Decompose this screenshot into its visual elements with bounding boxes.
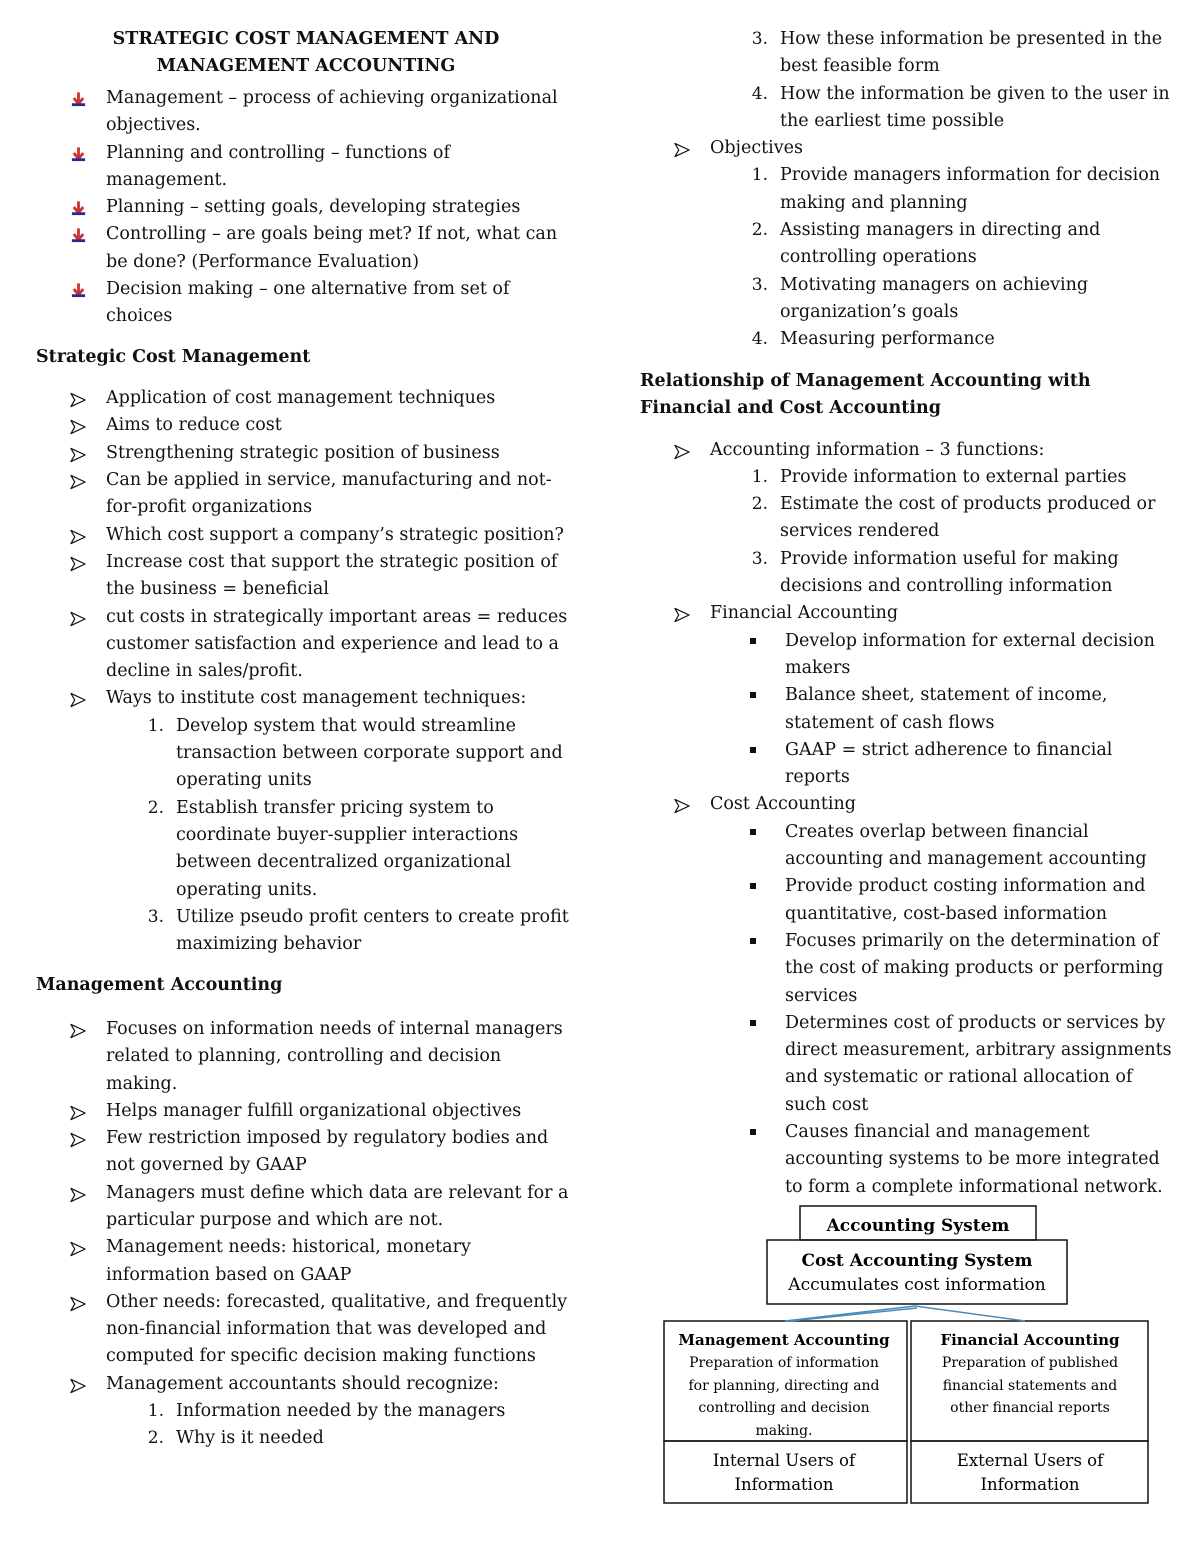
fin-box-desc-line: Preparation of published xyxy=(941,1355,1119,1371)
list-item-text: Determines cost of products or services by direct measurement, arbitrary assignments and systematic or rational allocation of such cost xyxy=(785,1012,1172,1115)
list-item-text: Application of cost management techniques xyxy=(106,388,496,409)
list-item-text: Develop information for external decision makers xyxy=(785,630,1155,678)
cost-system-title: Cost Accounting System xyxy=(801,1251,1033,1271)
list-item-text: Focuses on information needs of internal managers related to planning, controlling and decision making. xyxy=(106,1018,563,1094)
mgmt-box-desc-line: making. xyxy=(755,1423,813,1439)
list-item-text: Measuring performance xyxy=(780,329,995,350)
list-item-text: cut costs in strategically important areas = reduces customer satisfaction and experience and lead to a decline in sales/profit. xyxy=(106,606,568,682)
list-item-text: Can be applied in service, manufacturing and not-for-profit organizations xyxy=(106,470,552,518)
list-item-text: Accounting information – 3 functions: xyxy=(710,439,1045,460)
list-item-text: Other needs: forecasted, qualitative, and frequently non-financial information that was developed and computed for specific decision making functions xyxy=(106,1291,568,1367)
list-item-text: Motivating managers on achieving organization’s goals xyxy=(780,274,1089,322)
list-item-text: Planning and controlling – functions of management. xyxy=(106,142,450,190)
list-item-text: Aims to reduce cost xyxy=(106,415,282,436)
list-item-text: Management needs: historical, monetary information based on GAAP xyxy=(106,1237,471,1285)
list-item-text: Cost Accounting xyxy=(710,794,856,815)
list-item-text: Causes financial and management accounting systems to be more integrated to form a complete informational network. xyxy=(785,1121,1163,1197)
list-item-text: Ways to institute cost management techniques: xyxy=(106,688,527,709)
list-item-text: Strengthening strategic position of business xyxy=(106,442,500,463)
mgmt-box-desc-line: for planning, directing and xyxy=(688,1378,880,1394)
list-number: 2. xyxy=(147,797,164,818)
list-item-text: Provide product costing information and quantitative, cost-based information xyxy=(785,876,1146,924)
list-number: 3. xyxy=(751,548,768,569)
list-item-text: Balance sheet, statement of income, statement of cash flows xyxy=(785,685,1108,733)
fin-box-desc-line: financial statements and xyxy=(942,1378,1118,1394)
list-item-text: How these information be presented in the best feasible form xyxy=(780,29,1163,77)
list-item-text: Which cost support a company’s strategic position? xyxy=(106,524,564,545)
document-title: STRATEGIC COST MANAGEMENT AND MANAGEMENT ACCOUNTING xyxy=(112,29,500,76)
list-item-text: Information needed by the managers xyxy=(176,1401,506,1422)
mgmt-box-desc-line: Preparation of information xyxy=(689,1355,879,1371)
list-item-text: Provide information useful for making decisions and controlling information xyxy=(780,548,1119,597)
list-item-text: Management – process of achieving organizational objectives. xyxy=(106,88,558,136)
external-users-line: External Users of xyxy=(956,1451,1104,1470)
list-number: 1. xyxy=(147,1401,164,1422)
list-number: 1. xyxy=(751,466,768,487)
list-number: 4. xyxy=(751,329,768,350)
list-number: 2. xyxy=(751,220,768,241)
fin-box-desc-line: other financial reports xyxy=(950,1400,1110,1416)
list-number: 2. xyxy=(147,1428,164,1449)
section-heading-management: Management Accounting xyxy=(36,975,283,996)
list-number: 3. xyxy=(147,906,164,927)
list-item-text: Creates overlap between financial accounting and management accounting xyxy=(785,821,1147,870)
internal-users-line: Information xyxy=(734,1475,834,1494)
fin-box-title: Financial Accounting xyxy=(940,1331,1120,1349)
list-number: 3. xyxy=(751,29,768,49)
list-item-text: Assisting managers in directing and controlling operations xyxy=(780,220,1101,268)
list-item-text: Helps manager fulfill organizational objectives xyxy=(106,1100,522,1121)
list-item-text: Why is it needed xyxy=(176,1428,324,1449)
list-item-text: Increase cost that support the strategic position of the business = beneficial xyxy=(106,551,558,600)
connector-lines xyxy=(785,1306,1025,1321)
list-item-text: Provide information to external parties xyxy=(780,466,1127,487)
list-item-text: Establish transfer pricing system to coordinate buyer-supplier interactions between decentralized organizational operating units. xyxy=(176,797,519,900)
list-item-text: Estimate the cost of products produced or services rendered xyxy=(780,494,1156,542)
mgmt-box-desc-line: controlling and decision xyxy=(698,1400,870,1416)
list-item-text: Develop system that would streamline transaction between corporate support and operating units xyxy=(176,715,563,791)
list-number: 1. xyxy=(147,715,164,736)
external-users-line: Information xyxy=(980,1475,1080,1494)
mgmt-box-title: Management Accounting xyxy=(678,1331,890,1349)
list-item-text: Controlling – are goals being met? If not, what can be done? (Performance Evaluation) xyxy=(106,224,558,272)
list-item-text: Few restriction imposed by regulatory bodies and not governed by GAAP xyxy=(106,1128,549,1176)
list-number: 1. xyxy=(751,165,768,186)
list-item-text: Utilize pseudo profit centers to create profit maximizing behavior xyxy=(176,906,569,955)
list-item-text: Managers must define which data are relevant for a particular purpose and which are not. xyxy=(106,1182,569,1230)
list-item-text: Planning – setting goals, developing strategies xyxy=(106,197,521,218)
list-item-text: Decision making – one alternative from set of choices xyxy=(106,279,510,327)
list-item-text: How the information be given to the user in the earliest time possible xyxy=(780,83,1170,131)
section-heading-strategic: Strategic Cost Management xyxy=(36,346,311,367)
list-number: 3. xyxy=(751,274,768,295)
internal-users-line: Internal Users of xyxy=(712,1451,856,1470)
accounting-system-label: Accounting System xyxy=(826,1216,1010,1236)
list-item-text: Financial Accounting xyxy=(710,603,899,624)
section-heading-relationship: Relationship of Management Accounting with Financial and Cost Accounting xyxy=(640,370,1091,419)
list-number: 2. xyxy=(751,494,768,515)
cost-system-subtitle: Accumulates cost information xyxy=(788,1275,1046,1295)
list-item-text: Focuses primarily on the determination of the cost of making products or performing services xyxy=(785,930,1164,1006)
list-item-text: Objectives xyxy=(710,138,803,159)
list-item-text: GAAP = strict adherence to financial reports xyxy=(785,739,1113,788)
list-number: 4. xyxy=(751,83,768,104)
list-item-text: Provide managers information for decision making and planning xyxy=(780,165,1161,213)
list-item-text: Management accountants should recognize: xyxy=(106,1373,499,1394)
